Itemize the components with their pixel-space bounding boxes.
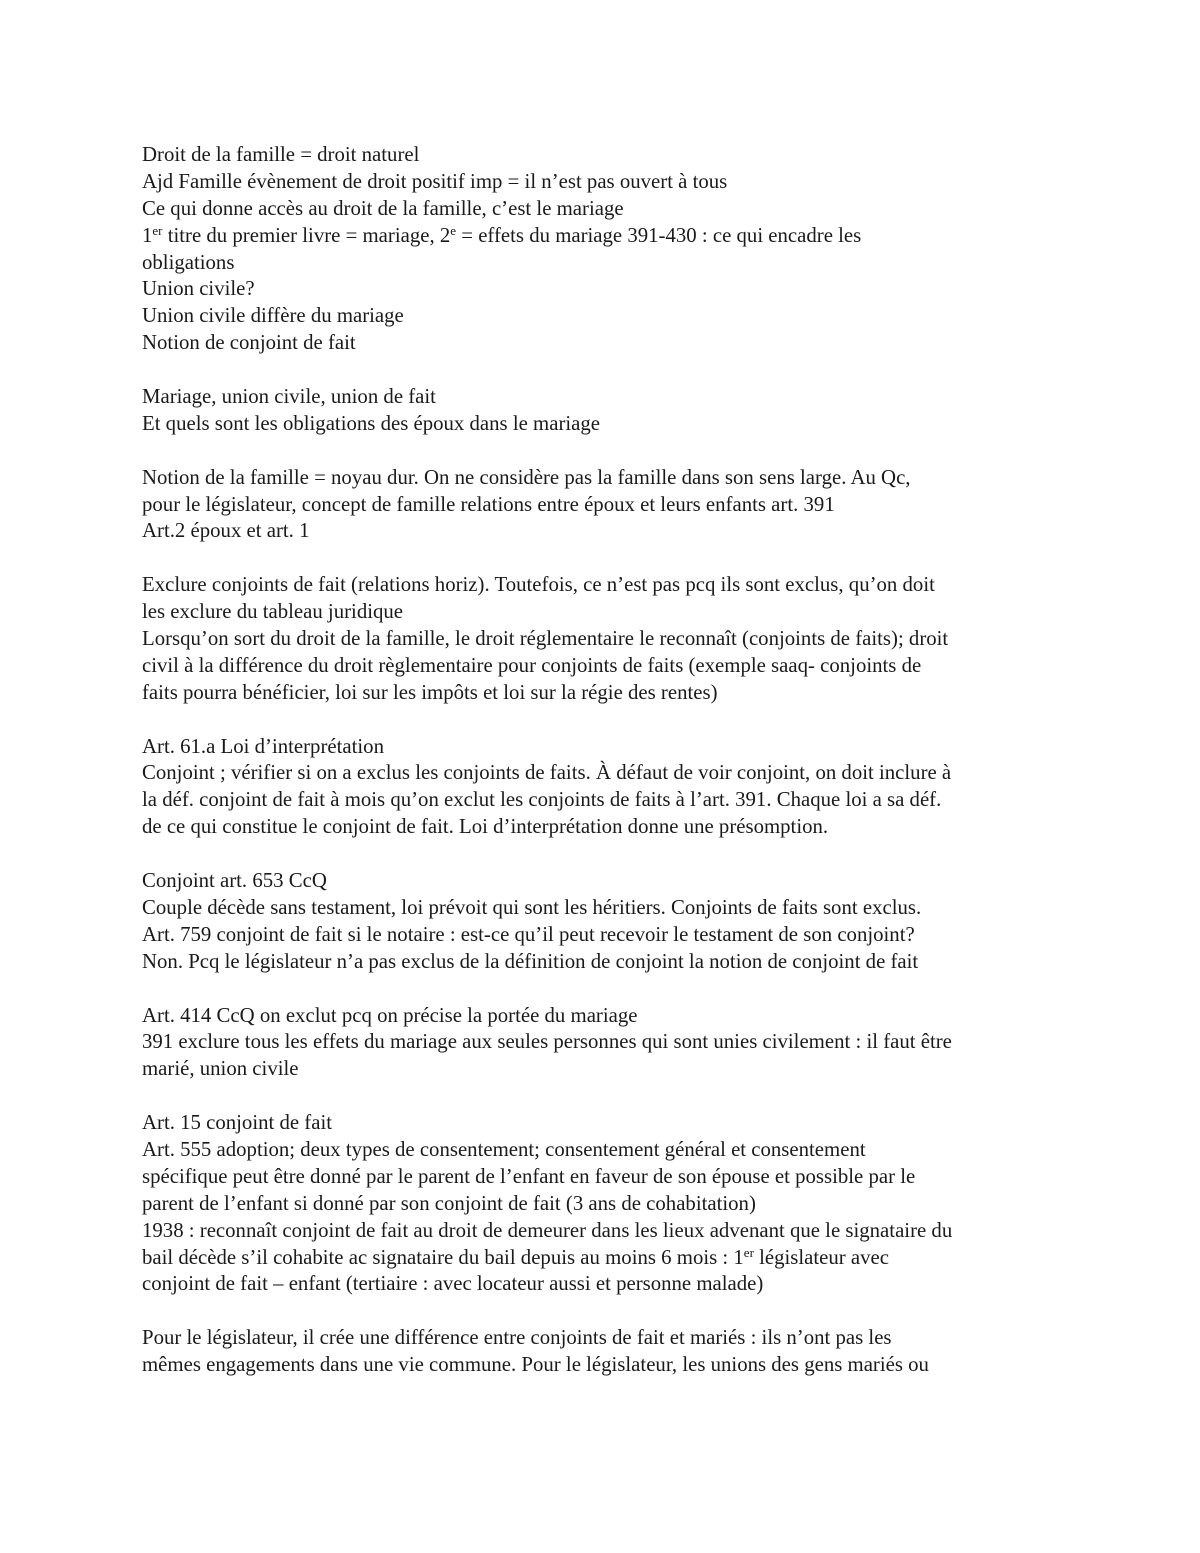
text-line: Conjoint art. 653 CcQ	[142, 869, 327, 893]
text-line: civil à la différence du droit règlementaire pour conjoints de faits (exemple saaq- conjoints de	[142, 653, 922, 677]
paragraph-gap	[142, 1298, 1067, 1325]
paragraph-gap	[142, 545, 1067, 572]
text-line: mêmes engagements dans une vie commune. Pour le législateur, les unions des gens mariés ou	[142, 1353, 929, 1377]
text-line: obligations	[142, 250, 235, 274]
text-line: spécifique peut être donné par le parent de l’enfant en faveur de son épouse et possible par le	[142, 1164, 916, 1188]
text-line	[142, 223, 1067, 250]
text-segment: 1	[142, 223, 153, 247]
text-line: Non. Pcq le législateur n’a pas exclus de la définition de conjoint la notion de conjoint de fait	[142, 949, 919, 973]
document-body	[142, 142, 1067, 1379]
text-line: Art.2 époux et art. 1	[142, 519, 310, 543]
text-line: Lorsqu’on sort du droit de la famille, le droit réglementaire le reconnaît (conjoints de faits); droit	[142, 627, 949, 651]
text-line: Conjoint ; vérifier si on a exclus les conjoints de faits. À défaut de voir conjoint, on doit inclure à	[142, 761, 952, 785]
text-line: Union civile diffère du mariage	[142, 304, 404, 328]
superscript-text: er	[743, 1244, 754, 1260]
text-line: pour le législateur, concept de famille relations entre époux et leurs enfants art. 391	[142, 492, 835, 516]
text-line: 391 exclure tous les effets du mariage aux seules personnes qui sont unies civilement : il faut être	[142, 1030, 952, 1054]
text-line: Ce qui donne accès au droit de la famille, c’est le mariage	[142, 196, 624, 220]
text-line: Union civile?	[142, 277, 255, 301]
text-line: Mariage, union civile, union de fait	[142, 385, 436, 409]
text-line: Notion de conjoint de fait	[142, 331, 356, 355]
paragraph-gap	[142, 976, 1067, 1003]
text-line: marié, union civile	[142, 1057, 299, 1081]
text-line: Art. 759 conjoint de fait si le notaire : est-ce qu’il peut recevoir le testament de son conjoint?	[142, 922, 915, 946]
text-line: la déf. conjoint de fait à mois qu’on exclut les conjoints de faits à l’art. 391. Chaque loi a sa déf.	[142, 788, 942, 812]
text-line: Droit de la famille = droit naturel	[142, 143, 420, 166]
text-segment: = effets du mariage 391-430 : ce qui encadre les	[456, 223, 862, 247]
text-line: conjoint de fait – enfant (tertiaire : avec locateur aussi et personne malade)	[142, 1272, 764, 1296]
paragraph-gap	[142, 707, 1067, 734]
text-line: Art. 555 adoption; deux types de consentement; consentement général et consentement	[142, 1137, 866, 1161]
text-line	[142, 1245, 1067, 1272]
text-segment: bail décède s’il cohabite ac signataire du bail depuis au moins 6 mois : 1	[142, 1245, 744, 1269]
paragraph-gap	[142, 357, 1067, 384]
text-line: Art. 414 CcQ on exclut pcq on précise la portée du mariage	[142, 1003, 638, 1027]
paragraph-gap	[142, 1083, 1067, 1110]
text-line: parent de l’enfant si donné par son conjoint de fait (3 ans de cohabitation)	[142, 1191, 756, 1215]
text-segment: titre du premier livre = mariage, 2	[162, 223, 451, 247]
text-line: 1938 : reconnaît conjoint de fait au droit de demeurer dans les lieux advenant que le signataire du	[142, 1218, 953, 1242]
paragraph-gap	[142, 841, 1067, 868]
text-line: Ajd Famille évènement de droit positif imp = il n’est pas ouvert à tous	[142, 169, 728, 193]
text-line: Art. 61.a Loi d’interprétation	[142, 734, 384, 758]
text-line: faits pourra bénéficier, loi sur les impôts et loi sur la régie des rentes)	[142, 680, 718, 704]
text-line: Notion de la famille = noyau dur. On ne considère pas la famille dans son sens large. Au Qc,	[142, 465, 911, 489]
text-line: Art. 15 conjoint de fait	[142, 1111, 333, 1135]
text-line: les exclure du tableau juridique	[142, 600, 404, 624]
superscript-text: e	[450, 222, 457, 238]
text-segment: législateur avec	[753, 1245, 890, 1269]
text-line: de ce qui constitue le conjoint de fait. Loi d’interprétation donne une présomption.	[142, 815, 829, 839]
superscript-text: er	[152, 222, 163, 238]
text-line: Exclure conjoints de fait (relations horiz). Toutefois, ce n’est pas pcq ils sont exclus, qu’on doit	[142, 573, 935, 597]
text-line: Pour le législateur, il crée une différence entre conjoints de fait et mariés : ils n’ont pas les	[142, 1326, 892, 1350]
text-line: Couple décède sans testament, loi prévoit qui sont les héritiers. Conjoints de faits sont exclus.	[142, 895, 922, 919]
text-line: Et quels sont les obligations des époux dans le mariage	[142, 411, 601, 435]
paragraph-gap	[142, 438, 1067, 465]
